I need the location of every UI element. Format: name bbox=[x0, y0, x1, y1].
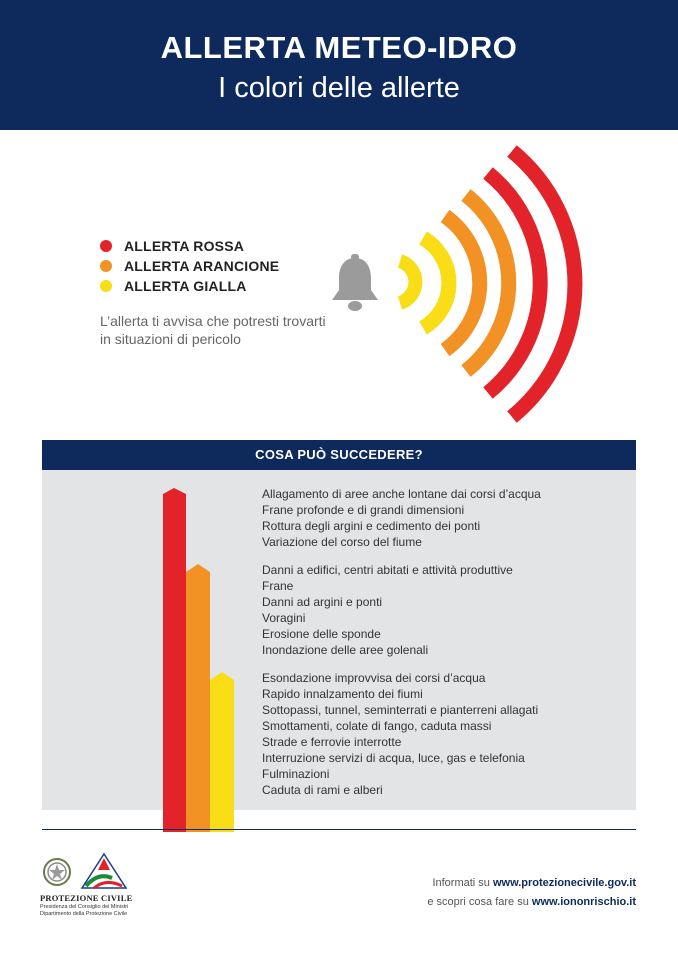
alert-level-label: ALLERTA ARANCIONE bbox=[124, 258, 280, 274]
list-item: Variazione del corso del fiume bbox=[262, 535, 422, 549]
alert-level-label: ALLERTA ROSSA bbox=[124, 238, 245, 254]
logo-sub-line-1: Presidenza del Consiglio dei Ministri bbox=[40, 904, 129, 910]
protezionecivile-link[interactable]: www.protezionecivile.gov.it bbox=[492, 877, 636, 889]
list-item: Smottamenti, colate di fango, caduta massi bbox=[262, 719, 492, 733]
footer-line-1 bbox=[427, 874, 636, 893]
list-item: Sottopassi, tunnel, seminterrati e pianterreni allagati bbox=[262, 703, 539, 717]
logo-subtitle bbox=[40, 904, 128, 918]
list-item: Inondazione delle aree golenali bbox=[262, 643, 429, 657]
triangle-logo-icon bbox=[82, 854, 126, 888]
footer-line-1-prefix: Informati su bbox=[432, 877, 493, 889]
list-item: Frane bbox=[262, 579, 294, 593]
list-item: Fulminazioni bbox=[262, 767, 330, 781]
list-item: Strade e ferrovie interrotte bbox=[262, 735, 402, 749]
severity-bars bbox=[160, 480, 240, 832]
alert-level-red bbox=[100, 236, 279, 256]
emblem-icon bbox=[44, 859, 70, 885]
section-baseline bbox=[42, 829, 636, 830]
list-item: Danni a edifici, centri abitati e attività produttive bbox=[262, 563, 513, 577]
iononrischio-link[interactable]: www.iononrischio.it bbox=[531, 896, 636, 908]
red-bar bbox=[163, 488, 186, 832]
list-item: Rapido innalzamento dei fiumi bbox=[262, 687, 423, 701]
signal-waves-icon bbox=[360, 140, 600, 430]
footer-info bbox=[427, 874, 636, 912]
impact-list-group-3 bbox=[262, 670, 592, 798]
header-banner bbox=[0, 0, 678, 130]
list-item: Esondazione improvvisa dei corsi d’acqua bbox=[262, 671, 486, 685]
logo-sub-line-2: Dipartimento della Protezione Civile bbox=[40, 911, 128, 917]
list-item: Frane profonde e di grandi dimensioni bbox=[262, 503, 465, 517]
alert-description: L’allerta ti avvisa che potresti trovarti in situazioni di pericolo bbox=[100, 313, 326, 347]
list-item: Allagamento di aree anche lontane dai corsi d’acqua bbox=[262, 487, 541, 501]
logo-name: PROTEZIONE CIVILE bbox=[40, 893, 133, 903]
list-item: Danni ad argini e ponti bbox=[262, 595, 383, 609]
list-item: Erosione delle sponde bbox=[262, 627, 381, 641]
alert-levels-legend bbox=[100, 236, 279, 296]
impact-list-group-1 bbox=[262, 486, 592, 550]
alert-level-yellow bbox=[100, 276, 279, 296]
list-item: Voragini bbox=[262, 611, 306, 625]
list-item: Caduta di rami e alberi bbox=[262, 783, 383, 797]
yellow-bar bbox=[210, 672, 234, 832]
impact-list-group-2 bbox=[262, 562, 592, 658]
orange-dot-icon bbox=[100, 260, 112, 272]
footer-line-2 bbox=[427, 893, 636, 912]
page-subtitle: I colori delle allerte bbox=[218, 72, 460, 104]
page-title: ALLERTA METEO-IDRO bbox=[160, 30, 518, 65]
list-item: Interruzione servizi di acqua, luce, gas e telefonia bbox=[262, 751, 525, 765]
list-item: Rottura degli argini e cedimento dei ponti bbox=[262, 519, 481, 533]
orange-bar bbox=[186, 564, 210, 832]
alert-level-label: ALLERTA GIALLA bbox=[124, 278, 247, 294]
red-dot-icon bbox=[100, 240, 112, 252]
section-title: COSA PUÒ SUCCEDERE? bbox=[42, 440, 636, 470]
footer-line-2-prefix: e scopri cosa fare su bbox=[427, 896, 532, 908]
alert-level-orange bbox=[100, 256, 279, 276]
yellow-dot-icon bbox=[100, 280, 112, 292]
